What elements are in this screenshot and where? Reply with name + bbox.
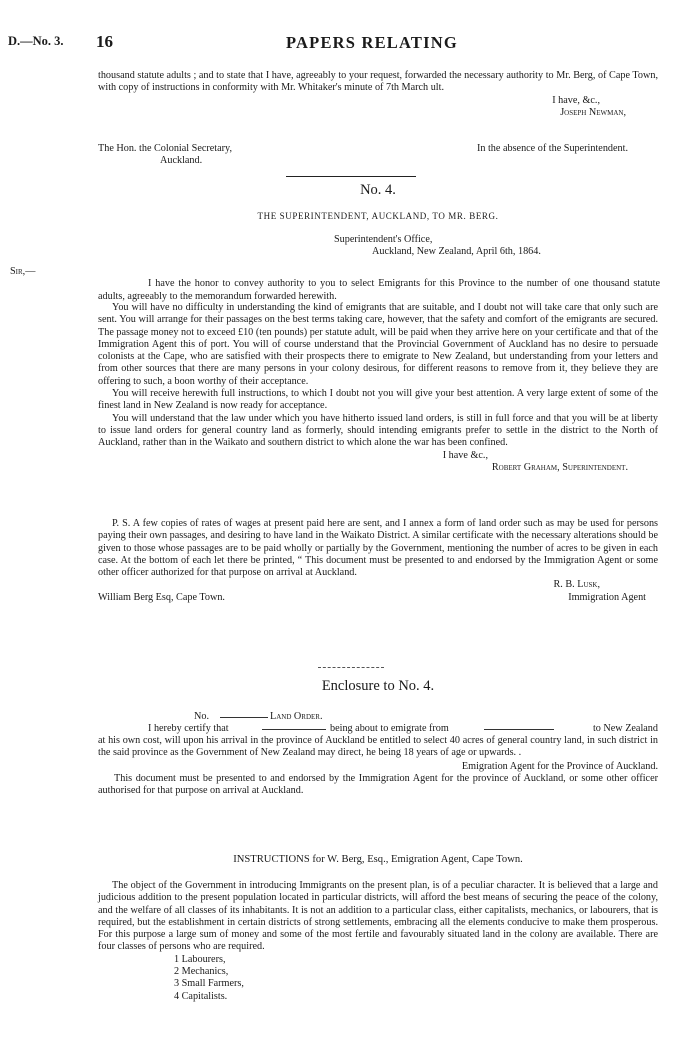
office-line: Superintendent's Office,	[334, 234, 433, 245]
postscript-addressee: William Berg Esq, Cape Town.	[98, 591, 225, 603]
instructions-section	[98, 880, 658, 1003]
certify-part-a: I hereby certify that	[148, 723, 229, 734]
postscript-section	[98, 518, 658, 605]
instructions-body: The object of the Government in introducing Immigrants on the present plan, is of a peculiar character. It is believed that a large and judicious addition to the present population located in particular districts, will afford the best means of securing the peace of the colony, and the welfare of all classes of its inhabitants. It is not an addition to a particular class, either capitalists, mechanics, or labourers, that is required, but the establishment in certain districts of strong settlements, embracing all the elements conducive to make them prosperous. For this purpose a large sum of money and some of the most fertile and favourably situated land in the colony are available. There are four classes of persons who are required.	[98, 880, 658, 953]
letter-paragraph-4: You will understand that the law under which you have hitherto issued land orders, is still in full force and that you will be at liberty to issue land orders for general country land as formerly, should intending emigrants prefer to settle in the district to the North of Auckland, rather than in the Waikato and southern district to which alone the war has been confined.	[98, 412, 658, 449]
letter-paragraphs	[98, 278, 658, 474]
postscript-text: P. S. A few copies of rates of wages at present paid here are sent, and I annex a form of land order such as may be used for persons paying their own passages, and desiring to have land in the Waikato District. A similar certificate with the necessary alterations should be given to those whose passages are to be paid wholly or partially by the Government, mentioning the number of acres to be given in each case. At the bottom of each let there be printed, “ This document must be presented to and endorsed by the Immigration Agent or some other officer authorized for that purpose on arrival at Auckland.	[98, 518, 658, 579]
letter-paragraph-2: You will have no difficulty in understanding the kind of emigrants that are suitable, and I doubt not will take care that only such are sent. You will arrange for their passages on the best terms taking care, however, that the safety and comfort of the emigrants are secured. The passage money not to exceed £10 (ten pounds) per statute adult, will be paid when they arrive here on your certificate and that of the Immigration Agent this of port. You will of course understand that the Provincial Government of Auckland has no desire to persuade colonists at the Cape, who are satisfied with their prospects there to emigrate to New Zealand, but understanding from your letters and from other sources that there are many persons in your colony desirous, for different reasons to remove from it, they believe they are offering to such, a boon worthy of their acceptance.	[98, 302, 658, 387]
instructions-heading: INSTRUCTIONS for W. Berg, Esq., Emigration Agent, Cape Town.	[233, 854, 523, 865]
certify-rest: at his own cost, will upon his arrival in the province of Auckland be entitled to select 40 acres of general country land, in such district in the said province as the Government of New Zealand may direct, he being 18 years of age or upwards. .	[98, 735, 658, 759]
land-order-title: Land Order.	[270, 711, 323, 722]
land-order-section	[98, 711, 658, 797]
section-rule	[286, 176, 416, 177]
postscript-signature-role: Immigration Agent	[568, 591, 646, 603]
running-title: PAPERS RELATING	[286, 33, 458, 52]
document-code: D.—No. 3.	[8, 34, 64, 48]
salutation: Sir,—	[10, 266, 36, 277]
land-order-no-label: No.	[194, 711, 209, 722]
intro-signature-role: In the absence of the Superintendent.	[476, 143, 628, 154]
class-item: 3 Small Farmers,	[174, 978, 244, 990]
blank-line	[484, 729, 554, 730]
letter-office	[98, 234, 658, 259]
intro-addressee-city: Auckland.	[160, 155, 203, 166]
postscript-signature: R. B. Lusk,	[553, 579, 600, 591]
intro-address-block	[98, 143, 658, 169]
page-header	[0, 34, 700, 54]
letter-signature: Robert Graham, Superintendent.	[491, 461, 628, 473]
certify-part-c: to New Zealand	[592, 723, 658, 734]
letter-paragraph-3: You will receive herewith full instructions, to which I doubt not you will give your best attention. A very large extent of some of the finest land in New Zealand is now ready for acceptance.	[98, 388, 658, 412]
page-number: 16	[96, 32, 113, 51]
place-date-line: Auckland, New Zealand, April 6th, 1864.	[372, 246, 541, 258]
intro-section	[98, 70, 658, 119]
emigration-agent-line: Emigration Agent for the Province of Auckland.	[461, 760, 658, 772]
letter-paragraph-1: I have the honor to convey authority to you to select Emigrants for this Province to the number of one thousand statute adults, agreeably to the memorandum forwarded herewith.	[98, 278, 660, 302]
intro-addressee: The Hon. the Colonial Secretary,	[98, 143, 232, 154]
letter-caption: THE SUPERINTENDENT, AUCKLAND, TO MR. BERG.	[257, 211, 499, 221]
class-item: 2 Mechanics,	[174, 966, 229, 978]
section-dash	[318, 667, 384, 668]
letter-closing: I have &c.,	[442, 449, 488, 461]
certify-part-b: being about to emigrate from	[330, 723, 449, 734]
class-item: 1 Labourers,	[174, 953, 226, 965]
intro-closing: I have, &c.,	[552, 94, 600, 106]
enclosure-notice: This document must be presented to and endorsed by the Immigration Agent for the province of Auckland, or some other officer authorised for that purpose on arrival at Auckland.	[98, 772, 658, 797]
blank-line	[220, 717, 268, 718]
enclosure-heading: Enclosure to No. 4.	[321, 678, 435, 694]
class-item: 4 Capitalists.	[174, 990, 228, 1002]
intro-text: thousand statute adults ; and to state that I have, agreeably to your request, forwarded the necessary authority to Mr. Berg, of Cape Town, with copy of instructions in conformity with Mr. Whitaker's minute of 7th March ult.	[98, 70, 658, 94]
letter-number: No. 4.	[360, 182, 396, 198]
classes-list	[98, 954, 658, 1003]
blank-line	[262, 729, 326, 730]
intro-signature: Joseph Newman,	[560, 106, 626, 118]
